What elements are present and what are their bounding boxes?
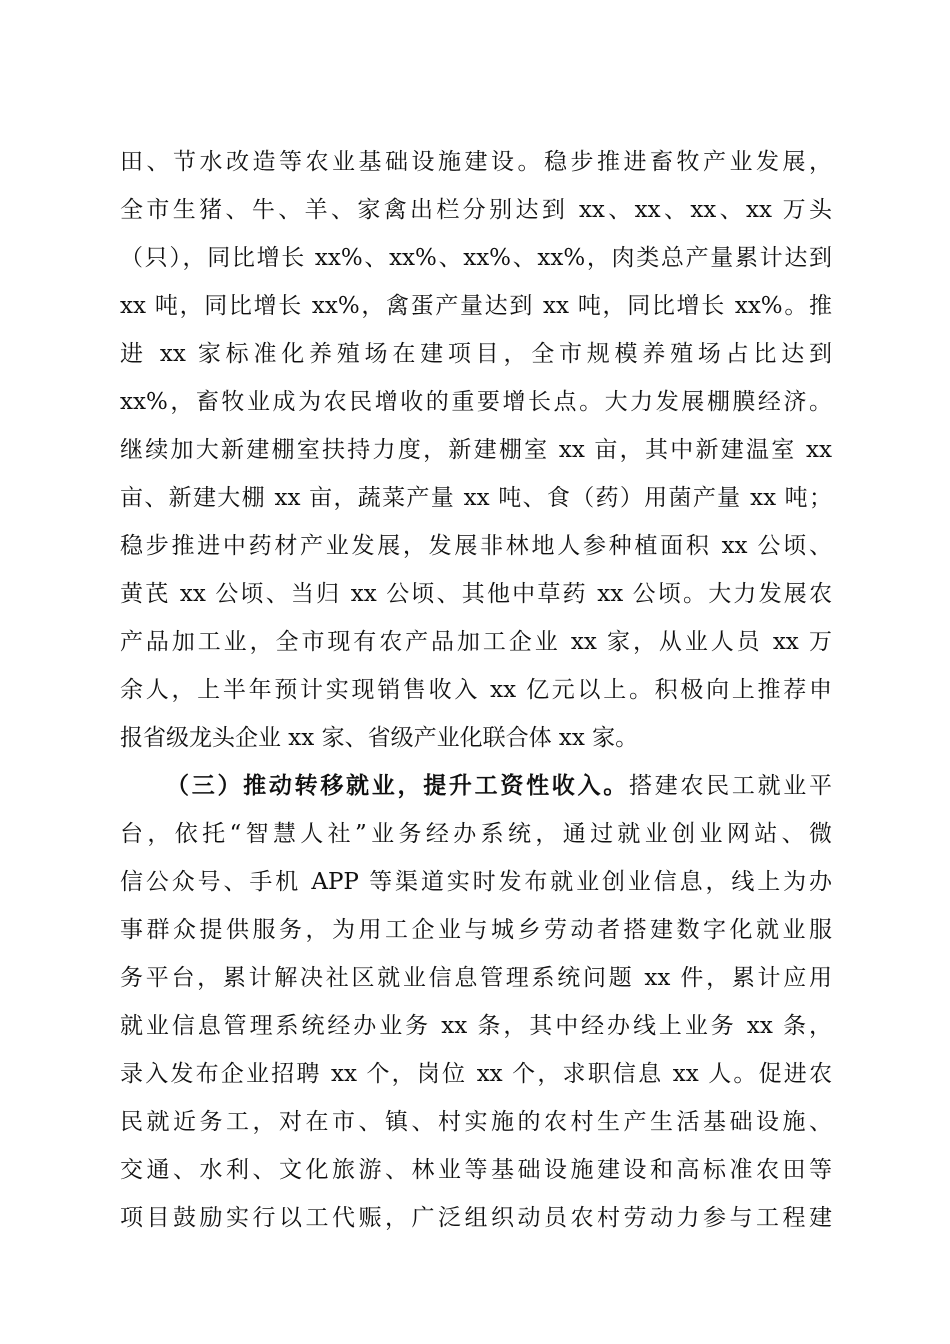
paragraph-line: 务平台，累计解决社区就业信息管理系统问题 xx 件，累计应用: [120, 965, 832, 991]
section-first-line-text: 搭建农民工就业平: [628, 773, 833, 799]
paragraph-line: 民就近务工，对在市、镇、村实施的农村生产生活基础设施、: [120, 1109, 832, 1135]
paragraph-line: 黄芪 xx 公顷、当归 xx 公顷、其他中草药 xx 公顷。大力发展农: [120, 581, 832, 607]
section-heading: （三）推动转移就业，提升工资性收入。: [166, 772, 629, 799]
paragraph-line: 余人，上半年预计实现销售收入 xx 亿元以上。积极向上推荐申: [120, 677, 832, 703]
paragraph-line: 交通、水利、文化旅游、林业等基础设施建设和高标准农田等: [120, 1157, 832, 1183]
paragraph-line: xx 吨，同比增长 xx%，禽蛋产量达到 xx 吨，同比增长 xx%。推: [120, 293, 832, 319]
paragraph-line: 全市生猪、牛、羊、家禽出栏分别达到 xx、xx、xx、xx 万头: [120, 197, 832, 223]
paragraph-line: 进 xx 家标准化养殖场在建项目，全市规模养殖场占比达到: [120, 341, 832, 367]
paragraph-line: 田、节水改造等农业基础设施建设。稳步推进畜牧产业发展，: [120, 149, 832, 175]
paragraph-line: 项目鼓励实行以工代赈，广泛组织动员农村劳动力参与工程建: [120, 1205, 832, 1231]
paragraph-line: 继续加大新建棚室扶持力度，新建棚室 xx 亩，其中新建温室 xx: [120, 437, 832, 463]
paragraph-line: 报省级龙头企业 xx 家、省级产业化联合体 xx 家。: [120, 725, 639, 751]
paragraph-line: 就业信息管理系统经办业务 xx 条，其中经办线上业务 xx 条，: [120, 1013, 832, 1039]
paragraph-line: 产品加工业，全市现有农产品加工企业 xx 家，从业人员 xx 万: [120, 629, 832, 655]
paragraph-line: 事群众提供服务，为用工企业与城乡劳动者搭建数字化就业服: [120, 917, 832, 943]
paragraph-line: （只），同比增长 xx%、xx%、xx%、xx%，肉类总产量累计达到: [120, 245, 832, 271]
paragraph-line: 录入发布企业招聘 xx 个，岗位 xx 个，求职信息 xx 人。促进农: [120, 1061, 832, 1087]
paragraph-line: 稳步推进中药材产业发展，发展非林地人参种植面积 xx 公顷、: [120, 533, 832, 559]
paragraph-line: 信公众号、手机 APP 等渠道实时发布就业创业信息，线上为办: [120, 869, 832, 895]
section-first-line: [166, 768, 832, 804]
paragraph-line: 台，依托“智慧人社”业务经办系统，通过就业创业网站、微: [120, 821, 832, 847]
paragraph-line: xx%，畜牧业成为农民增收的重要增长点。大力发展棚膜经济。: [120, 389, 832, 415]
paragraph-line: 亩、新建大棚 xx 亩，蔬菜产量 xx 吨、食（药）用菌产量 xx 吨；: [120, 485, 832, 511]
